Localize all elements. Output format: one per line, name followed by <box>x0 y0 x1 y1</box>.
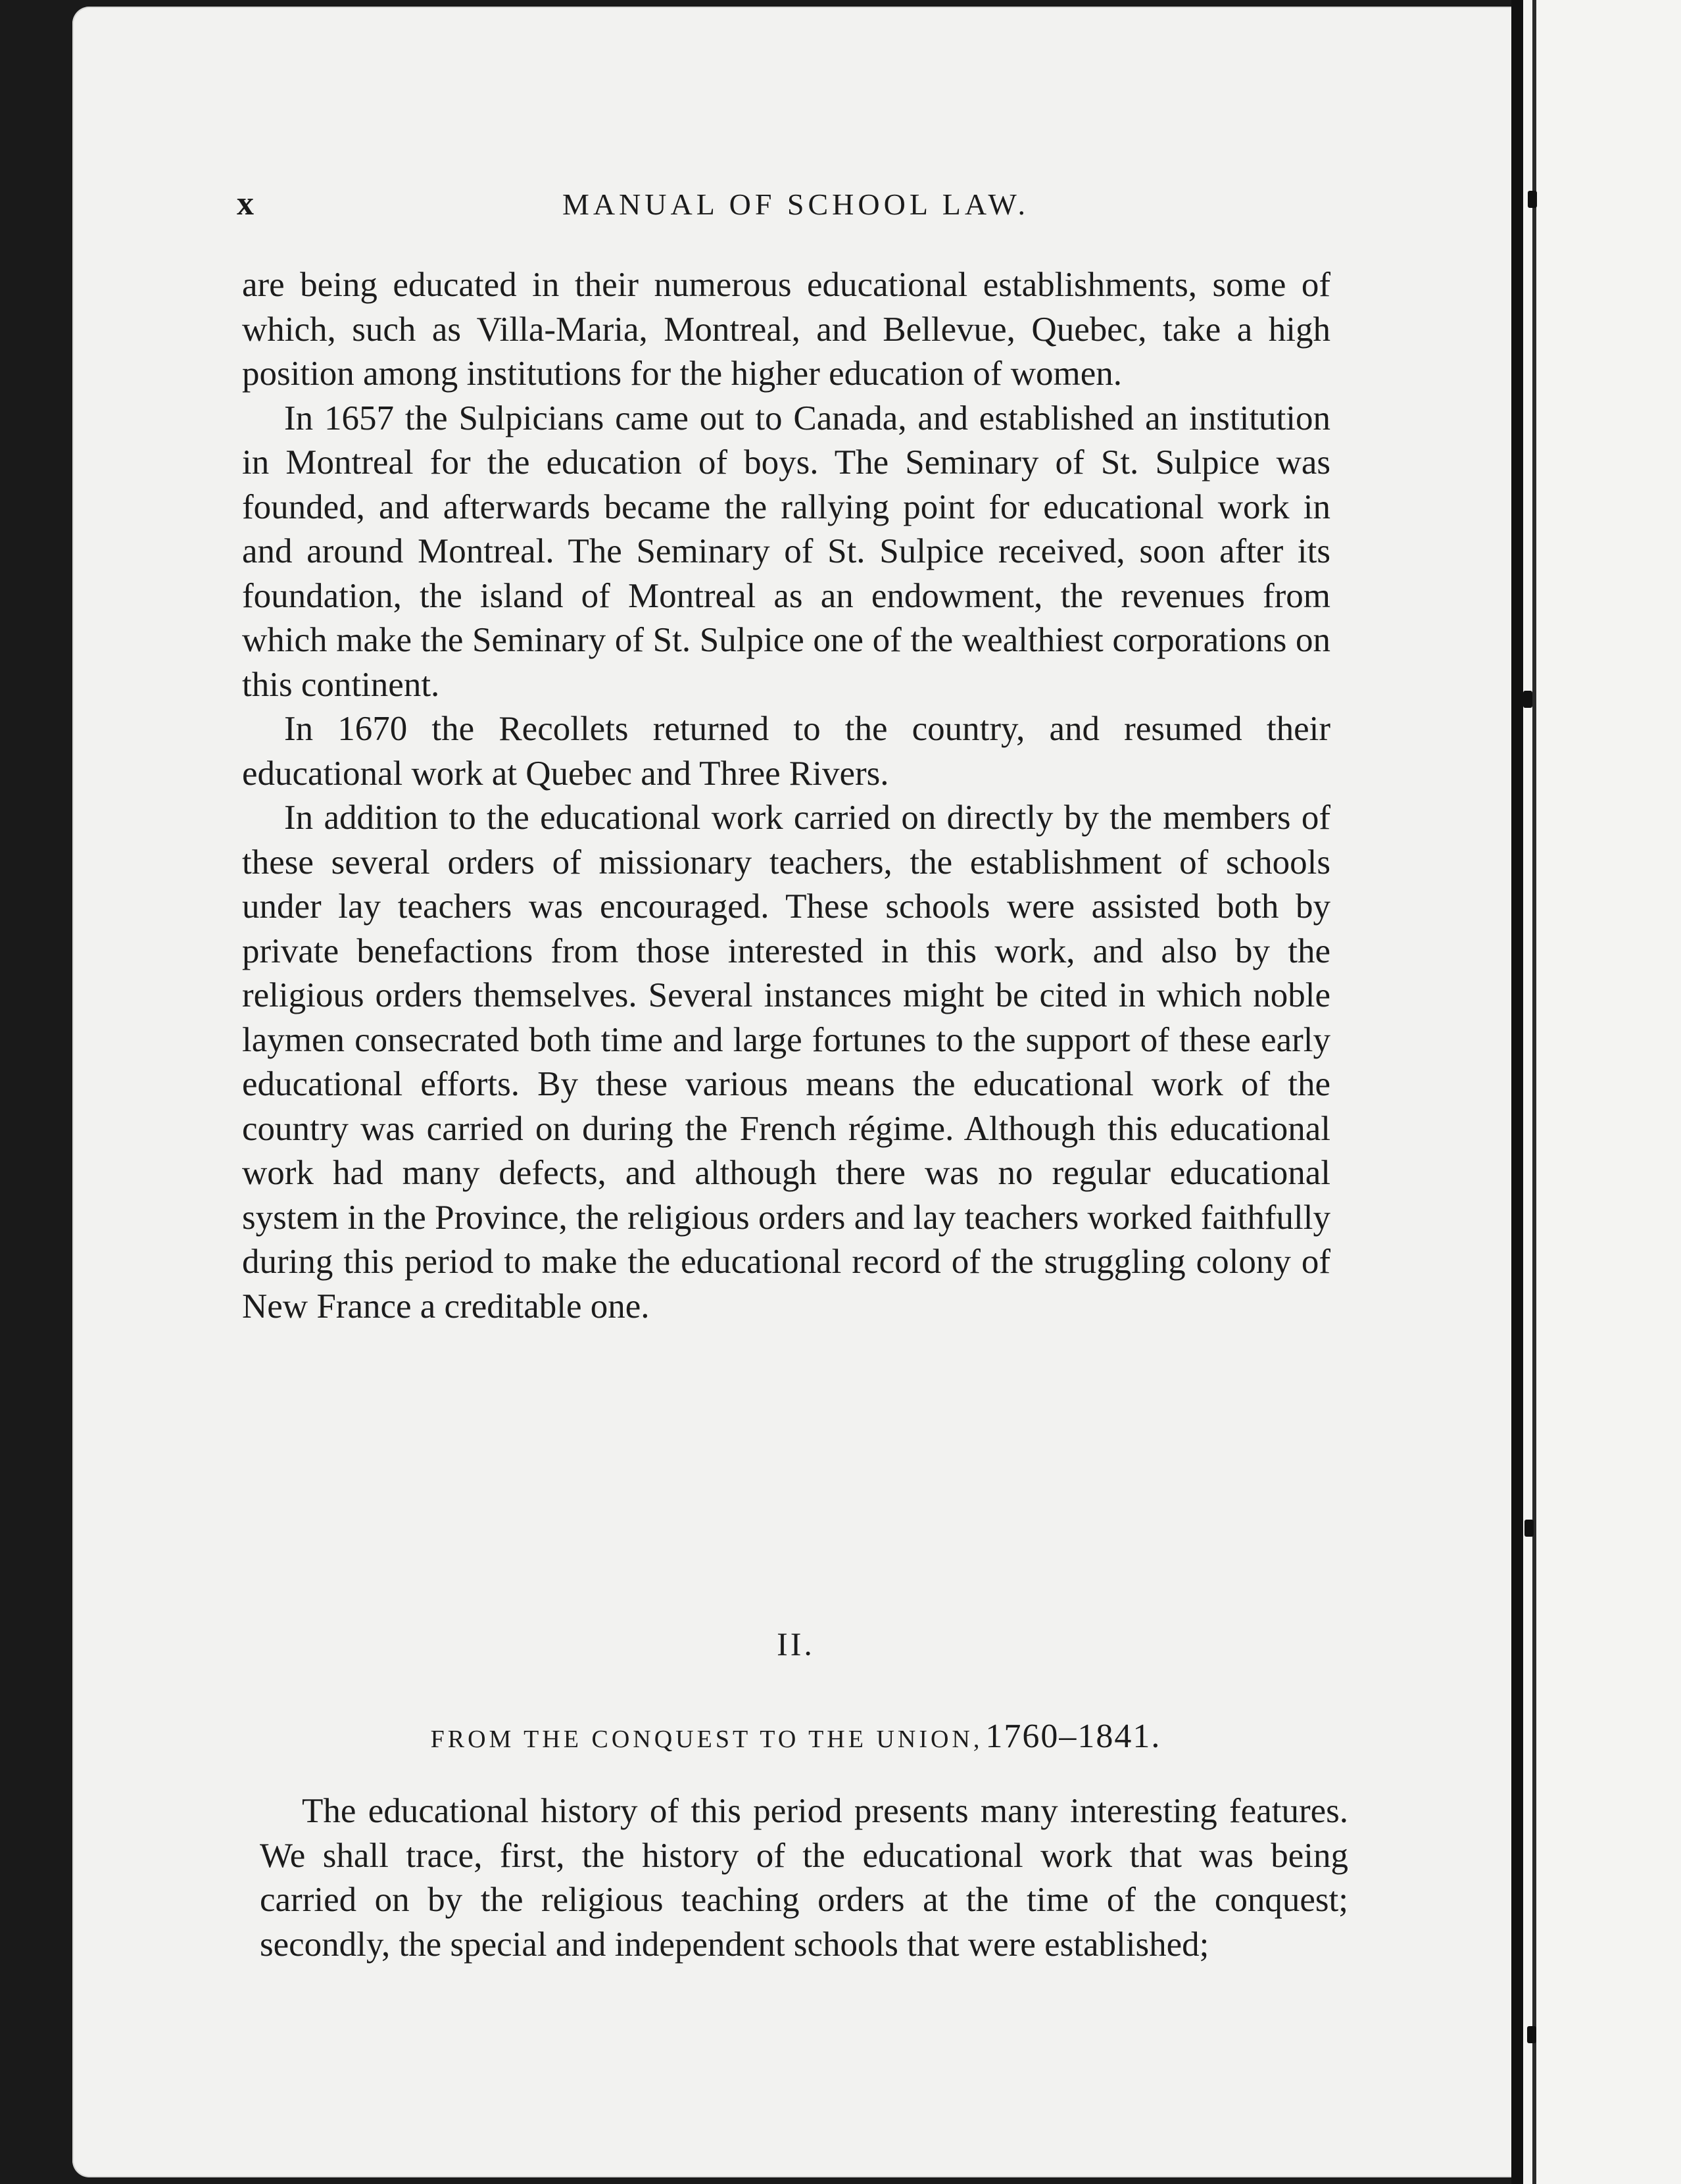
page-number: x <box>237 185 255 222</box>
binding-mark <box>1523 691 1532 708</box>
paragraph: In 1670 the Recollets returned to the country, and resumed their educational work at Quebec and Three Rivers. <box>242 710 1330 793</box>
section-heading-dates: 1760–1841. <box>985 1718 1161 1755</box>
binding-mark <box>1527 2026 1536 2043</box>
paragraph: are being educated in their numerous educational establishments, some of which, such as Villa-Maria, Montreal, and Bellevue, Quebec, take a high position among institutions for the higher education of women. <box>242 266 1330 393</box>
facing-page-edge <box>1523 0 1681 2184</box>
section-body-text <box>260 1789 1348 1967</box>
binding-mark <box>1528 191 1537 208</box>
section-number: II. <box>777 1626 815 1662</box>
book-spine <box>1511 0 1523 2184</box>
page-header <box>237 184 1355 230</box>
section-heading-text: FROM THE CONQUEST TO THE UNION, <box>430 1725 983 1753</box>
facing-page-border <box>1532 0 1536 2184</box>
binding-mark <box>1524 1520 1534 1537</box>
running-title: MANUAL OF SCHOOL LAW. <box>562 187 1030 221</box>
paragraph: In 1657 the Sulpicians came out to Canada, and established an institution in Montreal for the education of boys. The Seminary of St. Sulpice was founded, and afterwards became the rallying point for educational work in and around Montreal. The Seminary of St. Sulpice received, soon after its foundation, the island of Montreal as an endowment, the revenues from which make the Seminary of St. Sulpice one of the wealthiest corporations on this continent. <box>242 399 1330 704</box>
body-text <box>242 263 1330 1329</box>
paragraph: The educational history of this period presents many interesting features. We shall trace, first, the history of the educational work that was being carried on by the religious teaching orders at the time of the conquest; secondly, the special and independent schools that were established; <box>260 1792 1348 1964</box>
paragraph: In addition to the educational work carried on directly by the members of these several orders of missionary teachers, the establishment of schools under lay teachers was encouraged. These schools were assisted both by private benefactions from those interested in this work, and also by the religious orders themselves. Several instances might be cited in which noble laymen consecrated both time and large fortunes to the support of these early educational efforts. By these various means the educational work of the country was carried on during the French régime. Although this educational work had many defects, and although there was no regular educational system in the Province, the religious orders and lay teachers worked faithfully during this period to make the educational record of the struggling colony of New France a creditable one. <box>242 799 1330 1326</box>
section-heading <box>237 1717 1355 1756</box>
